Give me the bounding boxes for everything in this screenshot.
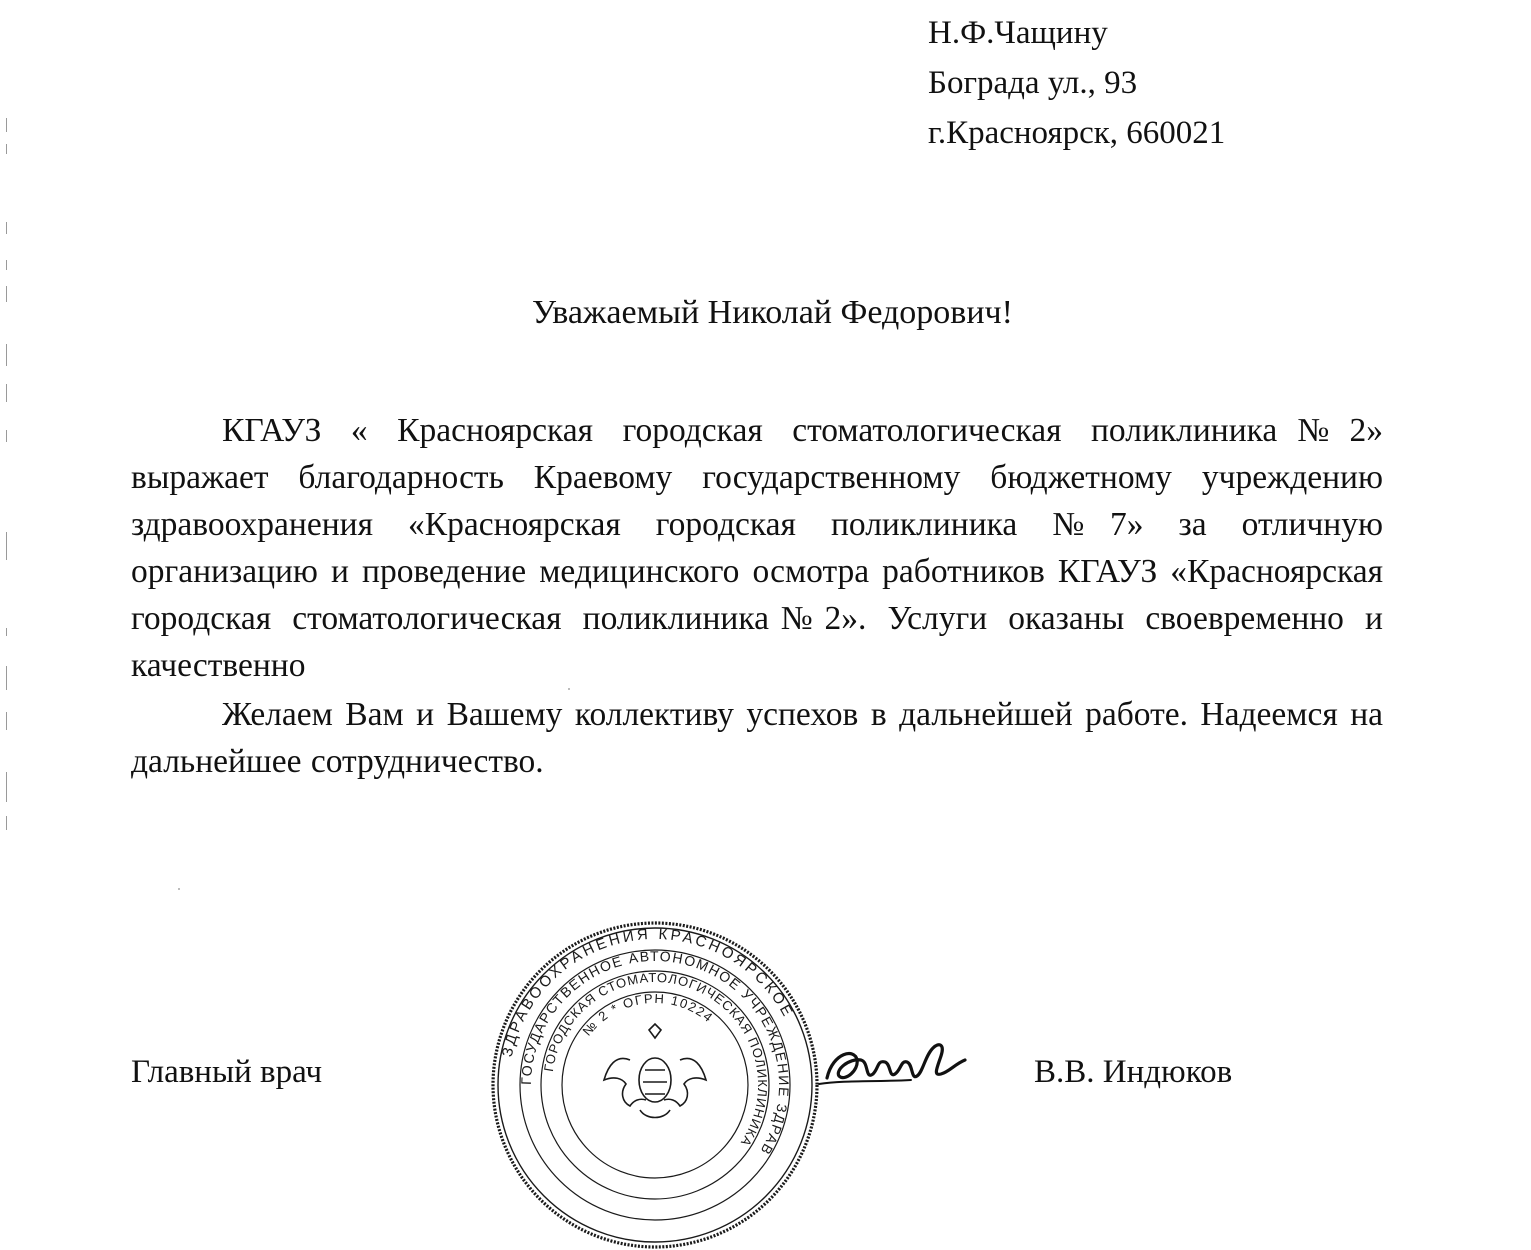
scan-speck: [178, 888, 180, 890]
stamp-center-text: № 2 * ОГРН 10224: [579, 990, 717, 1039]
signature-block: [0, 1040, 1531, 1100]
addressee-block: [928, 8, 1225, 158]
addressee-name: Н.Ф.Чащину: [928, 15, 1108, 51]
stamp-inner-text: ГОРОДСКАЯ СТОМАТОЛОГИЧЕСКАЯ ПОЛИКЛИНИКА: [540, 969, 771, 1150]
addressee-street: Бограда ул., 93: [928, 65, 1138, 101]
scan-margin-marks: [4, 100, 10, 840]
stamp-outer-text: ЗДРАВООХРАНЕНИЯ КРАСНОЯРСКОЕ: [498, 925, 798, 1059]
signatory-name: В.В. Индюков: [1034, 1054, 1233, 1090]
body-paragraph-1: КГАУЗ « Красноярская городская стоматологическая поликлиника№2» выражает благодарность Краевому государственному бюджетному учреждению здравоохранения «Красноярская городская поликлиника №7» за отличную организацию и проведение медицинского осмотра работников КГАУЗ «Красноярская городская стоматологическая поликлиника№2». Услуги оказаны своевременно и качественно: [131, 412, 1383, 684]
letter-body: [131, 407, 1383, 785]
stamp-middle-text: ГОСУДАРСТВЕННОЕ АВТОНОМНОЕ УЧРЕЖДЕНИЕ ЗДРАВ: [517, 947, 793, 1159]
body-paragraph-2: Желаем Вам и Вашему коллективу успехов в дальнейшей работе. Надеемся на дальнейшее сотрудничество.: [131, 696, 1383, 780]
addressee-city: г.Красноярск, 660021: [928, 115, 1226, 151]
salutation: Уважаемый Николай Федорович!: [532, 294, 1013, 331]
signatory-role: Главный врач: [131, 1054, 323, 1090]
